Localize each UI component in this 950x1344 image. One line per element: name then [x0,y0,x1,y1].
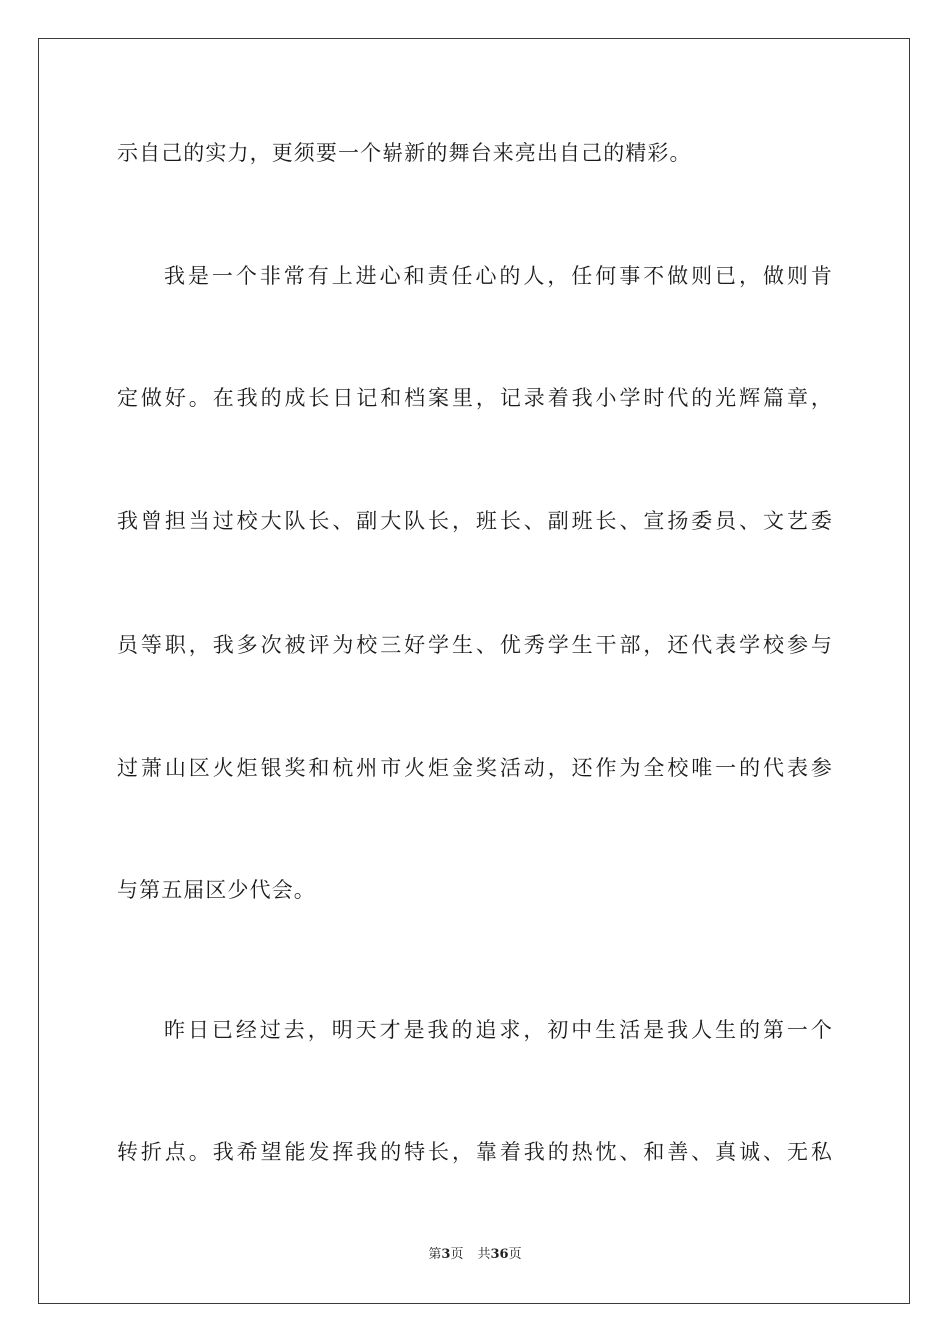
body-text-line-7: 与第五届区少代会。 [117,878,316,902]
page-border [38,38,910,1304]
page-suffix: 页 [450,1247,464,1262]
body-text-line-5: 员等职，我多次被评为校三好学生、优秀学生干部，还代表学校参与 [117,633,833,657]
page-footer [0,1246,950,1264]
body-text-line-3: 定做好。在我的成长日记和档案里，记录着我小学时代的光辉篇章， [117,386,833,410]
total-pages: 36 [490,1247,509,1262]
total-suffix: 页 [508,1247,522,1262]
page-number: 3 [441,1247,451,1262]
body-text-line-4: 我曾担当过校大队长、副大队长，班长、副班长、宣扬委员、文艺委 [117,509,833,533]
body-text-line-8: 昨日已经过去，明天才是我的追求，初中生活是我人生的第一个 [164,1018,833,1042]
page-prefix: 第 [428,1247,442,1262]
total-prefix: 共 [477,1247,491,1262]
body-text-line-6: 过萧山区火炬银奖和杭州市火炬金奖活动，还作为全校唯一的代表参 [117,756,833,780]
body-text-line-1: 示自己的实力，更须要一个崭新的舞台来亮出自己的精彩。 [117,141,692,165]
body-text-line-2: 我是一个非常有上进心和责任心的人，任何事不做则已，做则肯 [164,264,833,288]
body-text-line-9: 转折点。我希望能发挥我的特长，靠着我的热忱、和善、真诚、无私 [117,1140,833,1164]
